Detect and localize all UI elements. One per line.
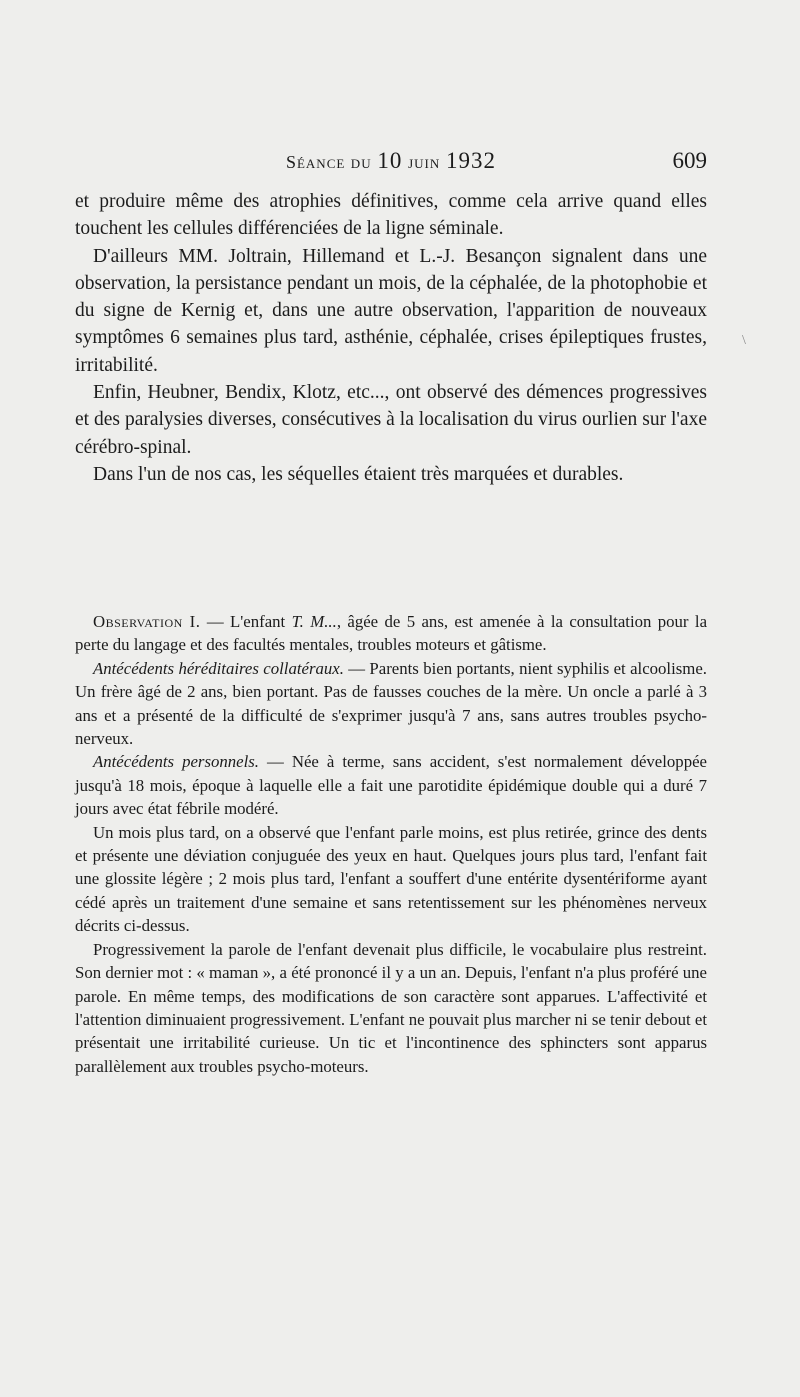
running-header: [75, 148, 707, 178]
observation-intro-a: — L'enfant: [200, 612, 292, 631]
paragraph: et produire même des atrophies définitives, comme cela arrive quand elles touchent les cellules différenciées de la ligne séminale.: [75, 191, 707, 240]
header-title: [75, 148, 707, 174]
body-text: [75, 188, 707, 488]
header-prefix: Séance du: [285, 152, 372, 172]
personal-paragraph: [75, 750, 707, 820]
personal-label: Antécédents personnels.: [93, 752, 260, 772]
heredity-label: Antécédents héréditaires collatéraux.: [93, 658, 344, 678]
observation-intro: [75, 610, 707, 657]
paragraph: Dans l'un de nos cas, les séquelles étaient très marquées et durables.: [93, 463, 624, 485]
margin-mark: \: [742, 333, 746, 348]
paragraph: Progressivement la parole de l'enfant devenait plus difficile, le vocabulaire plus restreint. Son dernier mot : « maman », a été prononcé il y a un an. Depuis, l'enfant n'a plus proféré une parole. En même temps, des modifications de son caractère sont apparues. L'affectivité et l'attention diminuaient progressivement. L'enfant ne pouvait plus marcher ni se tenir debout et présentait une irritabilité curieuse. Un tic et l'incontinence des sphincters sont apparus parallèlement aux troubles psycho-moteurs.: [75, 939, 707, 1076]
header-day: 10: [377, 148, 403, 173]
patient-initials: T. M...: [291, 612, 337, 631]
observation-section: [75, 610, 707, 1078]
header-month: juin: [408, 152, 441, 172]
header-year: 1932: [446, 148, 497, 173]
paragraph: D'ailleurs MM. Joltrain, Hillemand et L.-J. Besançon signalent dans une observation, la persistance pendant un mois, de la céphalée, de la photophobie et du signe de Kernig et, dans une autre observation, l'apparition de nouveaux symptômes 6 semaines plus tard, asthénie, céphalée, crises épileptiques frustes, irritabilité.: [75, 245, 707, 376]
heredity-text: — Parents bien portants, nient syphilis et alcoolisme. Un frère âgé de 2 ans, bien portant. Pas de fausses couches de la mère. Un oncle a parlé à 3 ans et a présenté de la difficulté de s'exprimer jusqu'à 7 ans, sans autres troubles psycho-nerveux.: [75, 658, 707, 749]
paragraph: Enfin, Heubner, Bendix, Klotz, etc..., ont observé des démences progressives et des paralysies diverses, consécutives à la localisation du virus ourlien sur l'axe cérébro-spinal.: [75, 382, 707, 458]
observation-heading: Observation I.: [93, 612, 201, 631]
paragraph: Un mois plus tard, on a observé que l'enfant parle moins, est plus retirée, grince des dents et présente une déviation conjuguée des yeux en haut. Quelques jours plus tard, l'enfant fait une glossite légère ; 2 mois plus tard, l'enfant a souffert d'une entérite dysentériforme ayant cédé après un traitement d'une semaine et sans retentissement sur les phénomènes nerveux décrits ci-dessus.: [75, 822, 707, 936]
personal-text: — Née à terme, sans accident, s'est normalement développée jusqu'à 18 mois, époque à laquelle elle a fait une parotidite épidémique double qui a duré 7 jours avec état fébrile modéré.: [75, 752, 707, 819]
page-number: 609: [672, 148, 707, 173]
heredity-paragraph: [75, 657, 707, 751]
observation-intro-b: , âgée de 5 ans, est amenée à la consultation pour la perte du langage et des facultés mentales, troubles moteurs et gâtisme.: [75, 612, 708, 655]
